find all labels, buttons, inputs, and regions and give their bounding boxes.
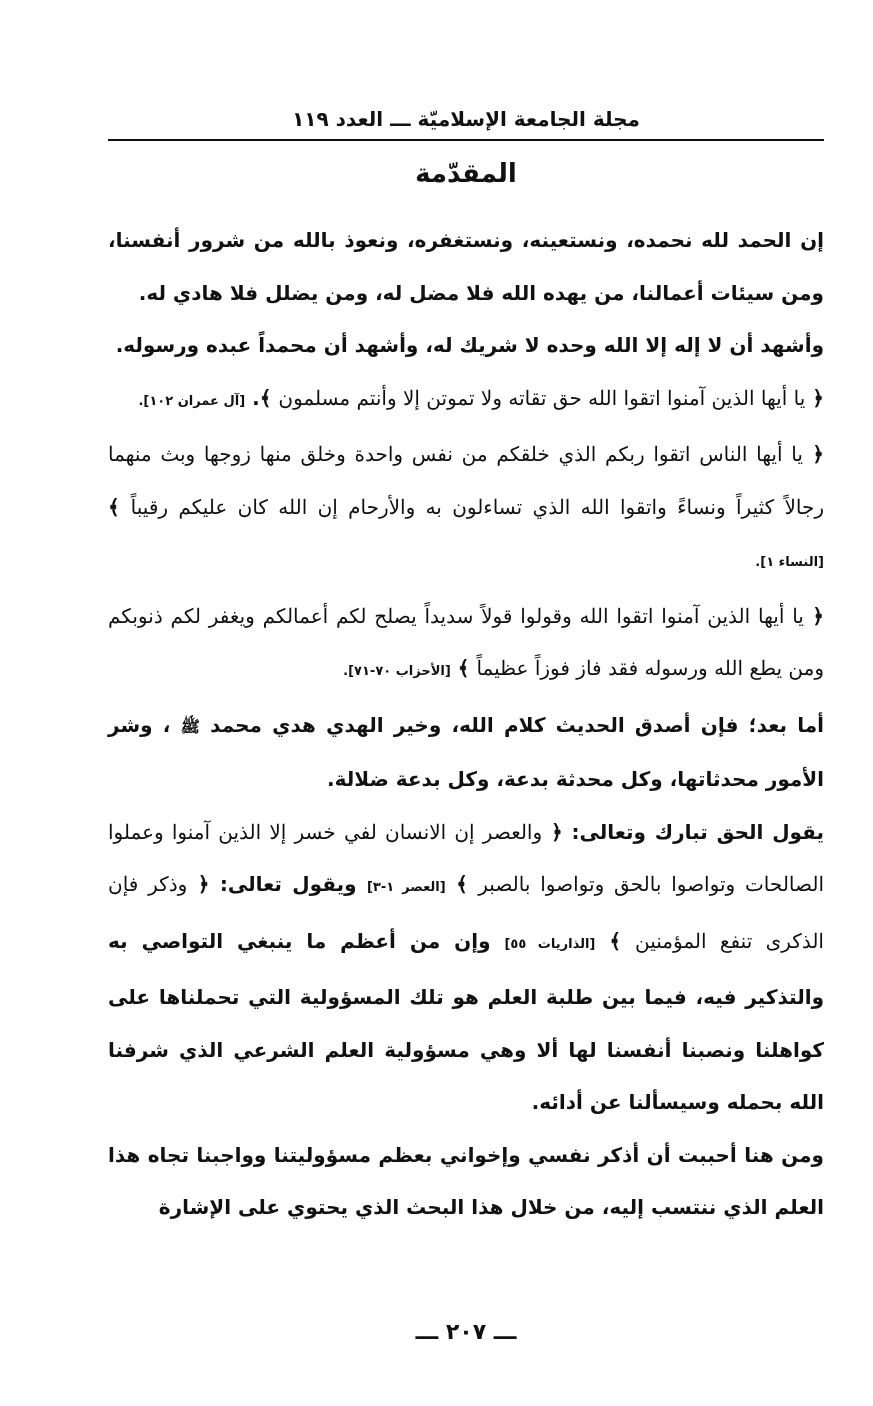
salawat-honorific: ﷺ	[180, 716, 200, 736]
paragraph-responsibility	[108, 806, 824, 1129]
paragraph-amma-bad	[108, 699, 824, 806]
header-divider	[108, 139, 824, 141]
verse-close-bracket: ﴾	[108, 494, 120, 519]
paragraph-testimony: وأشهد أن لا إله إلا الله وحده لا شريك له، وأشهد أن محمداً عبده ورسوله.	[115, 333, 824, 357]
verse-close-bracket: ﴾	[457, 656, 470, 680]
paragraph-opening-praise: إن الحمد لله نحمده، ونستعينه، ونستغفره، ونعوذ بالله من شرور أنفسنا، ومن سيئات أعمالنا، من يهده الله فلا مضل له، ومن يضلل فلا هادي له.	[108, 228, 824, 305]
verse-open-bracket: ﴿	[812, 603, 824, 628]
verse-al-imran: ﴿ يا أيها الذين آمنوا اتقوا الله حق تقاته ولا تموتن إلا وأنتم مسلمون ﴾. [آل عمران ١٠٢].	[138, 385, 824, 410]
verse-citation: [الذاريات ٥٥]	[504, 936, 596, 952]
body-text	[108, 214, 824, 1234]
verse-citation: [الأحزاب ٧٠-٧١].	[343, 664, 451, 679]
verse-open-bracket: ﴿	[812, 442, 825, 466]
verse-an-nisa	[108, 428, 824, 590]
verse-citation: [آل عمران ١٠٢].	[138, 393, 246, 409]
paragraph-text: أما بعد؛ فإن أصدق الحديث كلام الله، وخير الهدي هدي محمد	[210, 712, 824, 737]
paragraph-text: ، وشر الأمور محدثاتها، وكل محدثة بدعة، وكل بدعة ضلالة.	[108, 712, 824, 791]
verse-text: يا أيها الناس اتقوا ربكم الذي خلقكم من نفس واحدة وخلق منها زوجها وبث منهما رجالاً كثيراً ونساءً واتقوا الله الذي تساءلون به والأرحام إن الله كان عليكم رقيباً	[108, 442, 825, 519]
verse-text: يا أيها الذين آمنوا اتقوا الله حق تقاته ولا تموتن إلا وأنتم مسلمون	[278, 385, 806, 410]
paragraph-text: وإن من أعظم ما ينبغي التواصي به والتذكير فيه، فيما بين طلبة العلم هو تلك المسؤولية التي تحملناها على كواهلنا ونصبنا أنفسنا لها ألا وهي مسؤولية العلم الشرعي الذي شرفنا الله بحمله وسيسألنا عن أدائه.	[108, 928, 824, 1114]
verse-open-bracket: ﴿	[812, 385, 824, 410]
verse-open-bracket: ﴿	[550, 819, 563, 844]
verse-text: يا أيها الذين آمنوا اتقوا الله وقولوا قولاً سديداً يصلح لكم أعمالكم ويغفر لكم ذنوبكم ومن يطع الله ورسوله فقد فاز فوزاً عظيماً	[108, 603, 824, 680]
page-number: ـــ ٢٠٧ ـــ	[415, 1320, 517, 1345]
paragraph-text: ويقول تعالى:	[219, 872, 357, 896]
verse-citation: [العصر ١-٣]	[366, 880, 446, 895]
verse-open-bracket: ﴿	[197, 872, 210, 896]
verse-citation: [النساء ١].	[755, 555, 824, 570]
verse-text: والعصر إن الانسان لفي خسر إلا الذين آمنوا وعملوا الصالحات وتواصوا بالحق وتواصوا بالصبر	[108, 819, 824, 896]
verse-close-bracket: ﴾	[259, 385, 272, 410]
paragraph-text: يقول الحق تبارك وتعالى:	[571, 819, 825, 844]
verse-al-ahzab	[108, 590, 824, 699]
paragraph-purpose: ومن هنا أحببت أن أذكر نفسي وإخواني بعظم مسؤوليتنا وواجبنا تجاه هذا العلم الذي ننتسب إليه، من خلال هذا البحث الذي يحتوي على الإشارة	[108, 1142, 824, 1219]
verse-close-bracket: ﴾	[609, 928, 622, 953]
document-page	[108, 92, 824, 1382]
running-header: مجلة الجامعة الإسلاميّة ـــ العدد ١١٩	[292, 107, 640, 131]
section-title: المقدّمة	[415, 159, 517, 189]
verse-close-bracket: ﴾	[456, 872, 468, 896]
verse-text: وذكر فإن الذكرى تنفع المؤمنين	[108, 872, 824, 953]
